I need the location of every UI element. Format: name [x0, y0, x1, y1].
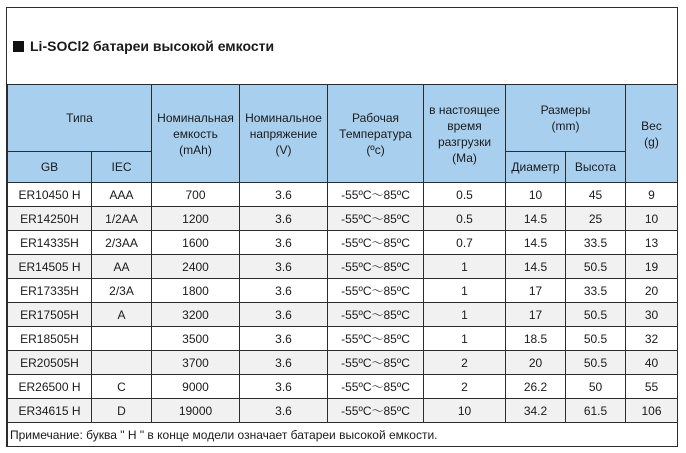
cell-diameter: 14.5: [506, 231, 566, 255]
cell-diameter: 10: [506, 183, 566, 207]
cell-iec: AA: [92, 255, 152, 279]
cell-discharge: 1: [424, 279, 506, 303]
cell-voltage: 3.6: [240, 231, 328, 255]
cell-gb: ER17505H: [8, 303, 92, 327]
table-row: [8, 399, 678, 423]
header-temperature: Рабочая Температура (ºc): [328, 85, 424, 183]
cell-height: 25: [566, 207, 626, 231]
cell-diameter: 14.5: [506, 255, 566, 279]
cell-temperature: -55ºC～85ºC: [328, 231, 424, 255]
cell-diameter: 34.2: [506, 399, 566, 423]
cell-weight: 19: [626, 255, 678, 279]
table-row: [8, 351, 678, 375]
cell-height: 50.5: [566, 351, 626, 375]
cell-weight: 40: [626, 351, 678, 375]
cell-height: 50.5: [566, 255, 626, 279]
cell-weight: 10: [626, 207, 678, 231]
cell-diameter: 26.2: [506, 375, 566, 399]
battery-spec-table: [7, 84, 678, 447]
cell-discharge: 2: [424, 375, 506, 399]
cell-discharge: 0.7: [424, 231, 506, 255]
header-iec: IEC: [92, 152, 152, 183]
cell-height: 50: [566, 375, 626, 399]
cell-height: 50.5: [566, 303, 626, 327]
cell-weight: 13: [626, 231, 678, 255]
header-capacity: Номинальная емкость (mAh): [152, 85, 240, 183]
header-size: Размеры (mm): [506, 85, 626, 152]
cell-gb: ER26500 H: [8, 375, 92, 399]
header-gb: GB: [8, 152, 92, 183]
cell-gb: ER18505H: [8, 327, 92, 351]
cell-capacity: 700: [152, 183, 240, 207]
cell-capacity: 19000: [152, 399, 240, 423]
cell-height: 45: [566, 183, 626, 207]
bullet-square-icon: [13, 41, 24, 52]
cell-temperature: -55ºC～85ºC: [328, 375, 424, 399]
cell-discharge: 0.5: [424, 207, 506, 231]
header-height: Высота: [566, 152, 626, 183]
table-row: [8, 255, 678, 279]
cell-temperature: -55ºC～85ºC: [328, 183, 424, 207]
cell-voltage: 3.6: [240, 399, 328, 423]
table-row: [8, 327, 678, 351]
cell-capacity: 2400: [152, 255, 240, 279]
cell-iec: [92, 327, 152, 351]
cell-gb: ER10450 H: [8, 183, 92, 207]
cell-discharge: 10: [424, 399, 506, 423]
cell-capacity: 3200: [152, 303, 240, 327]
cell-discharge: 1: [424, 255, 506, 279]
spec-table-frame: [6, 7, 678, 447]
cell-iec: 2/3AA: [92, 231, 152, 255]
cell-diameter: 18.5: [506, 327, 566, 351]
note-row: [8, 423, 678, 447]
cell-weight: 55: [626, 375, 678, 399]
cell-voltage: 3.6: [240, 327, 328, 351]
cell-weight: 9: [626, 183, 678, 207]
table-title: [13, 38, 274, 54]
header-voltage: Номинальное напряжение (V): [240, 85, 328, 183]
cell-gb: ER14505 H: [8, 255, 92, 279]
cell-gb: ER34615 H: [8, 399, 92, 423]
cell-iec: C: [92, 375, 152, 399]
table-title-text: Li-SOCl2 батареи высокой емкости: [30, 38, 275, 54]
cell-voltage: 3.6: [240, 375, 328, 399]
cell-weight: 20: [626, 279, 678, 303]
cell-discharge: 0.5: [424, 183, 506, 207]
cell-gb: ER17335H: [8, 279, 92, 303]
cell-capacity: 1800: [152, 279, 240, 303]
header-discharge: в настоящее время разгрузки (Ма): [424, 85, 506, 183]
cell-voltage: 3.6: [240, 183, 328, 207]
header-type: Типа: [8, 85, 152, 152]
cell-temperature: -55ºC～85ºC: [328, 351, 424, 375]
cell-temperature: -55ºC～85ºC: [328, 279, 424, 303]
cell-voltage: 3.6: [240, 207, 328, 231]
cell-voltage: 3.6: [240, 303, 328, 327]
cell-voltage: 3.6: [240, 255, 328, 279]
cell-diameter: 17: [506, 279, 566, 303]
cell-iec: D: [92, 399, 152, 423]
cell-capacity: 9000: [152, 375, 240, 399]
cell-iec: A: [92, 303, 152, 327]
cell-diameter: 14.5: [506, 207, 566, 231]
cell-gb: ER14335H: [8, 231, 92, 255]
table-row: [8, 183, 678, 207]
cell-iec: [92, 351, 152, 375]
cell-height: 50.5: [566, 327, 626, 351]
table-note: Примечание: буква " H " в конце модели означает батареи высокой емкости.: [8, 423, 678, 447]
header-weight: Вес (g): [626, 85, 678, 183]
cell-discharge: 2: [424, 351, 506, 375]
cell-gb: ER20505H: [8, 351, 92, 375]
cell-gb: ER14250H: [8, 207, 92, 231]
table-row: [8, 279, 678, 303]
cell-weight: 30: [626, 303, 678, 327]
header-diameter: Диаметр: [506, 152, 566, 183]
cell-diameter: 20: [506, 351, 566, 375]
cell-voltage: 3.6: [240, 351, 328, 375]
table-row: [8, 303, 678, 327]
cell-capacity: 1600: [152, 231, 240, 255]
cell-iec: 2/3A: [92, 279, 152, 303]
cell-temperature: -55ºC～85ºC: [328, 327, 424, 351]
table-row: [8, 375, 678, 399]
cell-weight: 106: [626, 399, 678, 423]
table-row: [8, 231, 678, 255]
cell-height: 61.5: [566, 399, 626, 423]
title-row: [7, 8, 677, 85]
table-row: [8, 207, 678, 231]
cell-capacity: 3700: [152, 351, 240, 375]
cell-discharge: 1: [424, 303, 506, 327]
cell-temperature: -55ºC～85ºC: [328, 303, 424, 327]
cell-temperature: -55ºC～85ºC: [328, 399, 424, 423]
cell-discharge: 1: [424, 327, 506, 351]
cell-voltage: 3.6: [240, 279, 328, 303]
cell-temperature: -55ºC～85ºC: [328, 255, 424, 279]
cell-diameter: 17: [506, 303, 566, 327]
cell-height: 33.5: [566, 231, 626, 255]
cell-weight: 32: [626, 327, 678, 351]
cell-capacity: 1200: [152, 207, 240, 231]
cell-iec: AAA: [92, 183, 152, 207]
cell-capacity: 3500: [152, 327, 240, 351]
cell-temperature: -55ºC～85ºC: [328, 207, 424, 231]
cell-height: 33.5: [566, 279, 626, 303]
cell-iec: 1/2AA: [92, 207, 152, 231]
